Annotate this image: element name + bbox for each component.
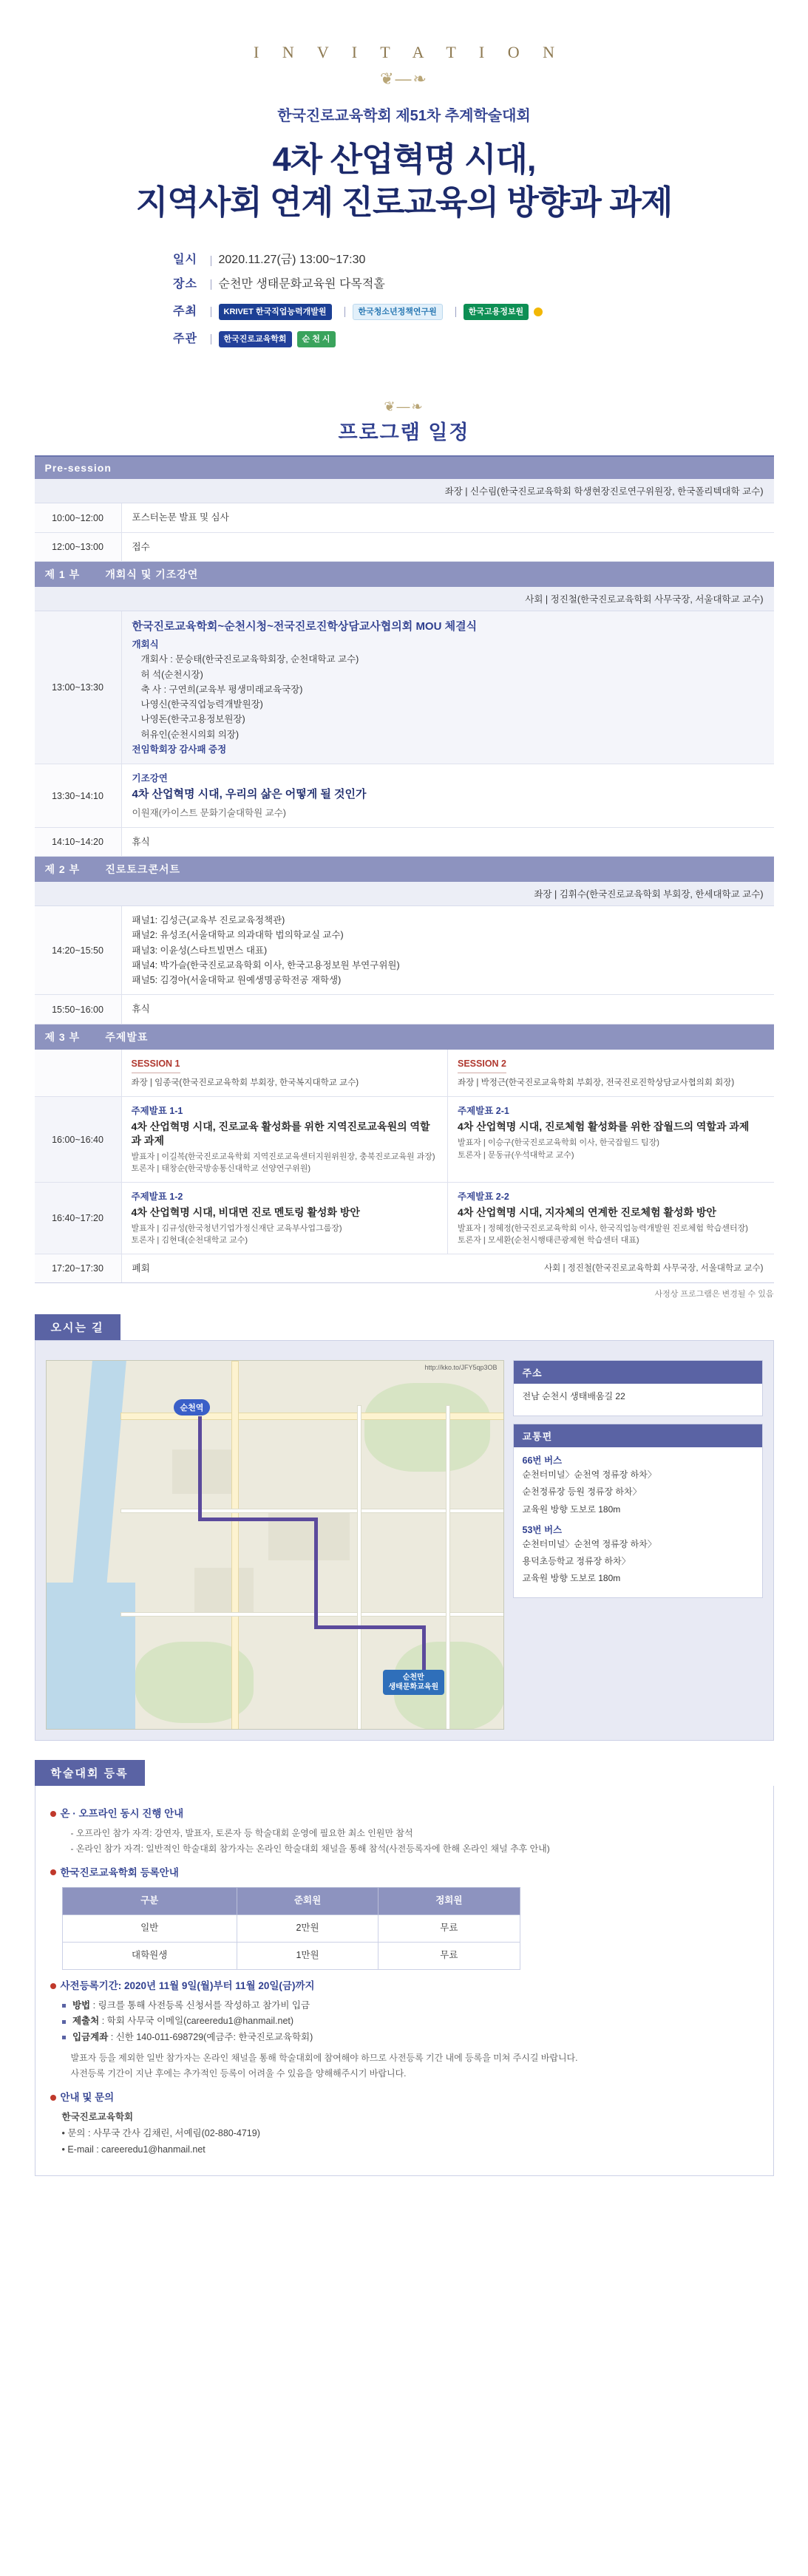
flourish-ornament-program: ❦—❧ [384,399,424,415]
event-place-row [168,273,641,297]
band-part-1-label: 제 1 부 [44,568,81,580]
table-header-cell: 구분 [62,1888,237,1915]
map-road [357,1405,361,1730]
session-1-chair: 좌장 | 임종국(한국진로교육학회 부회장, 한국복지대학교 교수) [131,1078,359,1087]
table-row [62,1915,520,1943]
logo-dot-icon [534,307,543,316]
bullet-dot-icon [50,2095,56,2101]
address-card [513,1360,763,1416]
registration-tab-label: 학술대회 등록 [35,1760,145,1786]
part-1-chair: 사회 | 정진철(한국진로교육학회 사무국장, 서울대학교 교수) [35,587,774,611]
map-pin-destination [383,1670,445,1695]
table-cell: 대학원생 [62,1943,237,1970]
row-time: 17:20~17:30 [35,1254,122,1282]
ceremony-line: 나영돈(한국고용정보원장) [140,714,245,725]
map-info-side [513,1360,763,1730]
session-slot-row [35,1183,774,1254]
registration-fee-heading [50,1864,758,1882]
talk-title: 4차 산업혁명 시대, 비대면 진로 멘토링 활성화 방안 [131,1206,360,1218]
panelist: 패널2: 유성조(서울대학교 의과대학 법의학교실 교수) [132,930,344,941]
band-part-3-sub: 주제발표 [105,1030,149,1043]
band-part-3 [35,1024,774,1050]
talk-title: 4차 산업혁명 시대, 지자체의 연계한 진로체험 활성화 방안 [458,1206,716,1218]
map-pin-destination-line1: 순천만 [402,1673,424,1682]
map-green-area [364,1383,490,1472]
row-time: 14:10~14:20 [35,828,122,856]
place-label: 장소 [173,277,197,290]
talk-discussant: 토론자 | 문동규(우석대학교 교수) [458,1150,574,1160]
bus-line: 용덕초등학교 정류장 하차〉 [522,1555,631,1566]
contact-heading [50,2089,758,2107]
page-title-line1: 4차 산업혁명 시대, [272,140,536,178]
map-block [194,1568,254,1612]
talk-title: 4차 산업혁명 시대, 진로체험 활성화를 위한 잡월드의 역할과 과제 [458,1121,750,1133]
session-slot-row [35,1097,774,1183]
contact-line: • 문의 : 사무국 간사 김채린, 서예림(02-880-4719) [61,2127,260,2138]
pre-registration-heading-text: 사전등록기간: 2020년 11월 9일(월)부터 11월 20일(금)까지 [60,1979,315,1991]
row-time [35,1050,122,1096]
contact-heading-text: 안내 및 문의 [60,2092,115,2104]
map-image[interactable] [46,1360,504,1730]
map-road [231,1361,239,1730]
session-slot-content [122,1097,774,1182]
row-content [122,764,774,827]
logo-career-education-association: 한국진로교육학회 [219,331,292,347]
band-part-2-sub: 진로토크콘서트 [105,863,181,876]
table-cell: 일반 [62,1915,237,1943]
row-content [122,1254,774,1282]
pre-registration-item-label: 방법 [72,1999,91,2011]
bullet-dot-icon [50,1983,56,1989]
row-content: 휴식 [132,1004,150,1015]
program-section-title: 프로그램 일정 [338,421,470,444]
flourish-ornament-top: ❦—❧ [380,69,428,88]
ceremony-line: 축 사 : 구연희(교육부 평생미래교육국장) [140,684,303,695]
map-panel [35,1340,774,1741]
square-bullet-icon [62,2004,66,2008]
program-row [35,995,774,1024]
session-header-row [35,1050,774,1097]
panelist: 패널1: 김성근(교육부 진로교육정책관) [132,915,285,926]
row-content: 휴식 [132,836,150,847]
table-cell: 무료 [378,1915,520,1943]
pre-registration-note: 발표자 등을 제외한 일반 참가자는 온라인 채널을 통해 학술대회에 참여해야 하므로 사전등록 기간 내에 등록을 미쳐 주시길 바랍니다. [70,2053,578,2064]
registration-body [35,1786,774,2176]
talk-presenter: 발표자 | 김규성(한국청년기업가정신재단 교육부사업그룹장) [131,1223,342,1233]
logo-keis: 한국고용정보원 [464,304,529,320]
table-cell: 무료 [378,1943,520,1970]
talk-tag: 주제발표 1-1 [131,1106,183,1117]
program-row [35,611,774,764]
bullet-dot-icon [50,1869,56,1875]
pre-registration-item-label: 제출처 [72,2016,100,2027]
registration-mode-line: - 온라인 참가 자격: 일반적인 학술대회 참가자는 온라인 학술대회 채널을 통해 참석(사전등록자에 한해 온라인 채널 추후 안내) [70,1843,550,1854]
pre-registration-heading [50,1977,758,1995]
session-2-talk-2 [447,1183,774,1254]
map-route [314,1625,425,1629]
closing-label: 폐회 [132,1262,150,1274]
row-time: 16:40~17:20 [35,1183,122,1254]
logo-suncheon-city: 순 천 시 [297,331,336,347]
pre-registration-item: 방법 : 링크를 통해 사전등록 신청서를 작성하고 참가비 입금 [50,1998,758,2014]
bus-line: 교육원 방향 도보로 180m [522,1503,621,1515]
session-2-chair: 좌장 | 박정근(한국진로교육학회 부회장, 전국진로진학상담교사협의회 회장) [458,1078,735,1087]
talk-tag: 주제발표 2-1 [458,1106,509,1117]
pre-registration-item-value: 학회 사무국 이메일(careeredu1@hanmail.net) [106,2016,294,2027]
page-title-line2: 지역사회 연계 진로교육의 방향과 과제 [135,183,673,221]
date-label: 일시 [173,254,197,267]
row-time: 13:30~14:10 [35,764,122,827]
event-organizer-row [168,327,641,352]
pre-session-chair: 좌장 | 신수림(한국진로교육학회 학생현장진로연구위원장, 한국폴리텍대학 교수) [35,479,774,503]
row-content: 포스터논문 발표 및 심사 [132,512,229,523]
bus-name: 66번 버스 [522,1455,563,1467]
page-title [0,138,808,223]
registration-fee-table [62,1887,520,1970]
row-time: 14:20~15:50 [35,906,122,994]
host-label: 주최 [173,305,197,318]
table-header-cell: 준회원 [237,1888,378,1915]
ceremony-line: 개회사 : 문승태(한국진로교육학회장, 순천대학교 교수) [140,654,359,665]
mou-title: 한국진로교육학회~순천시청~전국진로진학상담교사협의회 MOU 체결식 [132,619,478,633]
registration-mode-line: - 오프라인 참가 자격: 강연자, 발표자, 토론자 등 학술대회 운영에 필요한 최소 인원만 참석 [70,1827,413,1838]
date-value: 2020.11.27(금) 13:00~17:30 [218,254,366,267]
talk-discussant: 토론자 | 김현대(순천대학교 교수) [131,1236,248,1245]
program-row [35,764,774,828]
bus-line: 순천정류장 등원 정류장 하차〉 [522,1486,642,1498]
row-content: 접수 [132,541,150,552]
talk-presenter: 발표자 | 정혜정(한국진로교육학회 이사, 한국직업능력개발원 진로체험 학습센터장) [458,1223,748,1233]
program-row-closing [35,1254,774,1282]
band-part-1 [35,562,774,587]
pre-registration-item: 입금계좌 : 신한 140-011-698729(예금주: 한국진로교육학회) [50,2030,758,2046]
registration-fee-heading-text: 한국진로교육학회 등록안내 [60,1866,179,1878]
map-section [35,1314,774,1741]
program-row [35,906,774,995]
panelist: 패널5: 김경아(서울대학교 원예생명공학전공 재학생) [132,975,342,986]
program-row [35,533,774,562]
band-part-3-label: 제 3 부 [44,1030,81,1043]
row-time: 16:00~16:40 [35,1097,122,1182]
row-content [122,906,774,994]
pre-registration-item-label: 입금계좌 [72,2032,109,2043]
session-slot-content [122,1183,774,1254]
closing-chair: 사회 | 정진철(한국진로교육학회 사무국장, 서울대학교 교수) [544,1263,764,1273]
address-card-title: 주소 [514,1361,762,1384]
keynote-title: 4차 산업혁명 시대, 우리의 삶은 어떻게 될 것인가 [132,788,367,801]
address-value: 전남 순천시 생태배움길 22 [522,1391,625,1402]
event-info [168,248,641,351]
row-time: 13:00~13:30 [35,611,122,764]
bus-line: 순천터미널〉순천역 정류장 하차〉 [522,1538,656,1549]
band-part-2 [35,857,774,882]
session-2-header [447,1050,774,1096]
talk-tag: 주제발표 2-2 [458,1191,509,1202]
map-route [314,1518,318,1628]
ceremony-line: 전임학회장 감사패 증정 [132,744,227,755]
divider [344,307,345,317]
table-row [62,1943,520,1970]
map-block [172,1450,239,1494]
registration-section [35,1760,774,1786]
talk-tag: 주제발표 1-2 [131,1191,183,1202]
registration-mode-heading-text: 온 · 오프라인 동시 진행 안내 [60,1808,184,1820]
ceremony-line: 나영신(한국직업능력개발원장) [140,699,263,710]
part-2-chair: 좌장 | 김휘수(한국진로교육학회 부회장, 한세대학교 교수) [35,882,774,906]
table-cell: 2만원 [237,1915,378,1943]
session-headers [122,1050,774,1096]
row-time: 12:00~13:00 [35,533,122,561]
session-2-tag: SESSION 2 [458,1056,506,1073]
conference-name: 한국진로교육학회 제51차 추계학술대회 [277,108,531,124]
logo-youth-policy-institute: 한국청소년정책연구원 [353,304,443,320]
transport-card-title: 교통편 [514,1424,762,1447]
program-table [35,455,774,1283]
map-road [446,1405,450,1730]
talk-title: 4차 산업혁명 시대, 진로교육 활성화를 위한 지역진로교육원의 역할과 과제 [131,1121,430,1146]
panelist: 패널4: 박가슬(한국진로교육학회 이사, 한국고용정보원 부연구위원) [132,959,400,971]
table-header-cell: 정회원 [378,1888,520,1915]
bus-line: 교육원 방향 도보로 180m [522,1573,621,1584]
map-url[interactable]: http://kko.to/JFY5qp3OB [424,1364,498,1372]
registration-mode-heading [50,1805,758,1823]
ceremony-line: 허 석(순천시장) [140,669,203,680]
keynote-label: 기조강연 [132,773,168,784]
page-header [0,0,808,370]
keynote-speaker: 이원재(카이스트 문화기술대학원 교수) [132,807,286,818]
logo-krivet: KRIVET 한국직업능력개발원 [219,304,332,320]
program-section-head [0,400,808,445]
invitation-kicker: I N V I T A T I O N [254,43,564,61]
square-bullet-icon [62,2036,66,2039]
map-route [198,1416,202,1520]
program-footnote: 사정상 프로그램은 변경될 수 있음 [654,1290,774,1299]
map-river-mouth [47,1583,135,1730]
row-content [122,611,774,764]
event-date-row [168,248,641,273]
pre-registration-note: 사전등록 기간이 지난 후에는 추가적인 등록이 어려울 수 있음을 양해해주시기 바랍니다. [70,2068,407,2079]
pre-registration-item-value: 신한 140-011-698729(예금주: 한국진로교육학회) [115,2032,313,2043]
panelist: 패널3: 이윤성(스타트빌면스 대표) [132,945,268,956]
pre-registration-item-value: 링크를 통해 사전등록 신청서를 작성하고 참가비 입금 [98,1999,310,2011]
place-value: 순천만 생태문화교육원 다목적홀 [218,277,385,290]
pre-registration-item: 제출처 : 학회 사무국 이메일(careeredu1@hanmail.net) [50,2013,758,2030]
bullet-dot-icon [50,1811,56,1817]
event-host-row [168,300,641,324]
map-route [198,1518,316,1521]
contact-line[interactable]: • E-mail : careeredu1@hanmail.net [61,2144,206,2155]
band-part-2-label: 제 2 부 [44,863,81,876]
table-header-row [62,1888,520,1915]
row-time: 15:50~16:00 [35,995,122,1023]
map-wrap [46,1360,763,1730]
band-part-1-sub: 개회식 및 기조강연 [105,568,199,580]
program-row [35,828,774,857]
bus-name: 53번 버스 [522,1524,563,1535]
session-1-tag: SESSION 1 [132,1056,180,1073]
map-route [422,1625,426,1670]
map-block [268,1509,350,1560]
map-pin-destination-line2: 생태문화교육원 [388,1683,439,1692]
talk-discussant: 토론자 | 모세환(순천시행태큰광제현 학습센터 대표) [458,1236,639,1245]
program-row [35,503,774,532]
talk-discussant: 토론자 | 태창순(한국방송통신대학교 선양연구위원) [131,1164,310,1174]
ceremony-line: 허유인(순천시의회 의장) [140,729,240,740]
session-1-header [122,1050,448,1096]
organizer-label: 주관 [173,332,197,345]
table-cell: 1만원 [237,1943,378,1970]
square-bullet-icon [62,2020,66,2024]
contact-org: 한국진로교육학회 [61,2111,134,2122]
map-pin-station: 순천역 [174,1399,211,1416]
talk-presenter: 발표자 | 이승구(한국진로교육학회 이사, 한국잡월드 팀장) [458,1138,659,1147]
map-tab-label: 오시는 길 [35,1314,120,1340]
band-pre-session: Pre-session [35,457,774,479]
ceremony-label: 개회식 [132,639,159,650]
divider [455,307,456,317]
bus-line: 순천터미널〉순천역 정류장 하차〉 [522,1469,656,1481]
row-time: 10:00~12:00 [35,503,122,531]
session-1-talk-2 [122,1183,448,1254]
talk-presenter: 발표자 | 이길복(한국진로교육학회 지역진로교육센터지원위원장, 충북진로교육원 과장) [131,1152,435,1161]
session-2-talk-1 [447,1097,774,1182]
session-1-talk-1 [122,1097,448,1182]
transport-card [513,1424,763,1598]
